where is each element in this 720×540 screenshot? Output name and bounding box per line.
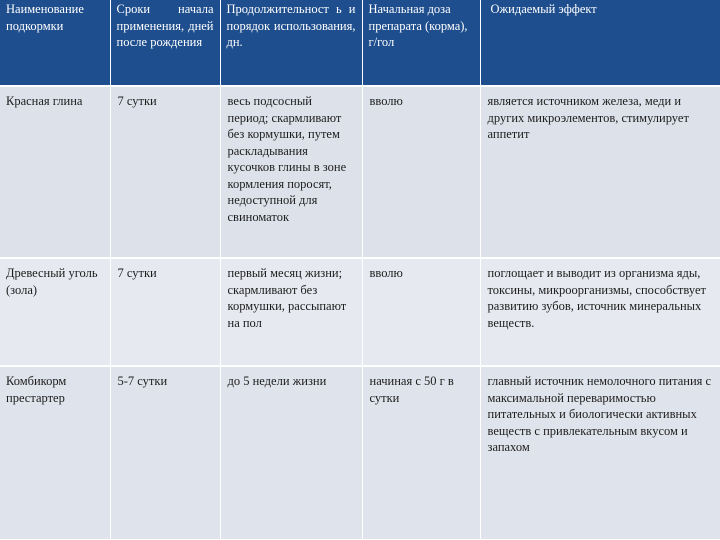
cell-start bbox=[110, 366, 220, 540]
cell-duration-text: до 5 недели жизни bbox=[227, 374, 327, 388]
cell-duration-text: первый месяц жизни; скармливают без кормушки, рассыпают на пол bbox=[227, 266, 347, 330]
cell-dose bbox=[362, 86, 480, 258]
header-name bbox=[0, 0, 110, 86]
cell-start-text: 7 сутки bbox=[117, 266, 157, 280]
cell-effect bbox=[480, 366, 720, 540]
cell-name-text: Красная глина bbox=[6, 94, 83, 108]
cell-effect-text: поглощает и выводит из организма яды, токсины, микроорганизмы, способствует развитию зубов, источник минеральных веществ. bbox=[487, 266, 706, 330]
cell-duration bbox=[220, 258, 362, 366]
table-row bbox=[0, 366, 720, 540]
cell-dose-text: вволю bbox=[369, 94, 403, 108]
header-dose-label: Начальная доза препарата (корма), г/гол bbox=[368, 2, 468, 49]
cell-dose bbox=[362, 258, 480, 366]
cell-effect bbox=[480, 86, 720, 258]
cell-start-text: 5-7 сутки bbox=[117, 374, 168, 388]
table-row bbox=[0, 86, 720, 258]
header-name-label: Наименование подкормки bbox=[6, 2, 84, 33]
cell-duration bbox=[220, 366, 362, 540]
table-header bbox=[0, 0, 720, 86]
cell-dose bbox=[362, 366, 480, 540]
cell-dose-text: начиная с 50 г в сутки bbox=[369, 374, 454, 405]
header-effect-label: Ожидаемый эффект bbox=[490, 2, 597, 16]
header-effect bbox=[480, 0, 720, 86]
cell-duration-text: весь подсосный период; скармливают без кормушки, путем раскладывания кусочков глины в зоне кормления поросят, недоступной для свиноматок bbox=[227, 94, 347, 224]
cell-name bbox=[0, 86, 110, 258]
table-body bbox=[0, 86, 720, 540]
cell-duration bbox=[220, 86, 362, 258]
header-dose bbox=[362, 0, 480, 86]
cell-start bbox=[110, 258, 220, 366]
cell-name-text: Комбикорм престартер bbox=[6, 374, 67, 405]
cell-start-text: 7 сутки bbox=[117, 94, 157, 108]
cell-name-text: Древесный уголь (зола) bbox=[6, 266, 98, 297]
header-row bbox=[0, 0, 720, 86]
cell-effect-text: главный источник немолочного питания с максимальной переваримостью питательных и биологически активных веществ с привлекательным вкусом и запахом bbox=[487, 374, 712, 454]
header-start-label: Сроки начала применения, дней после рождения bbox=[116, 2, 214, 49]
cell-start bbox=[110, 86, 220, 258]
table-row bbox=[0, 258, 720, 366]
cell-effect-text: является источником железа, меди и других микроэлементов, стимулирует аппетит bbox=[487, 94, 689, 141]
cell-name bbox=[0, 366, 110, 540]
cell-dose-text: вволю bbox=[369, 266, 403, 280]
header-duration bbox=[220, 0, 362, 86]
cell-name bbox=[0, 258, 110, 366]
header-duration-label: Продолжительност ь и порядок использования, дн. bbox=[226, 2, 356, 49]
cell-effect bbox=[480, 258, 720, 366]
header-start bbox=[110, 0, 220, 86]
